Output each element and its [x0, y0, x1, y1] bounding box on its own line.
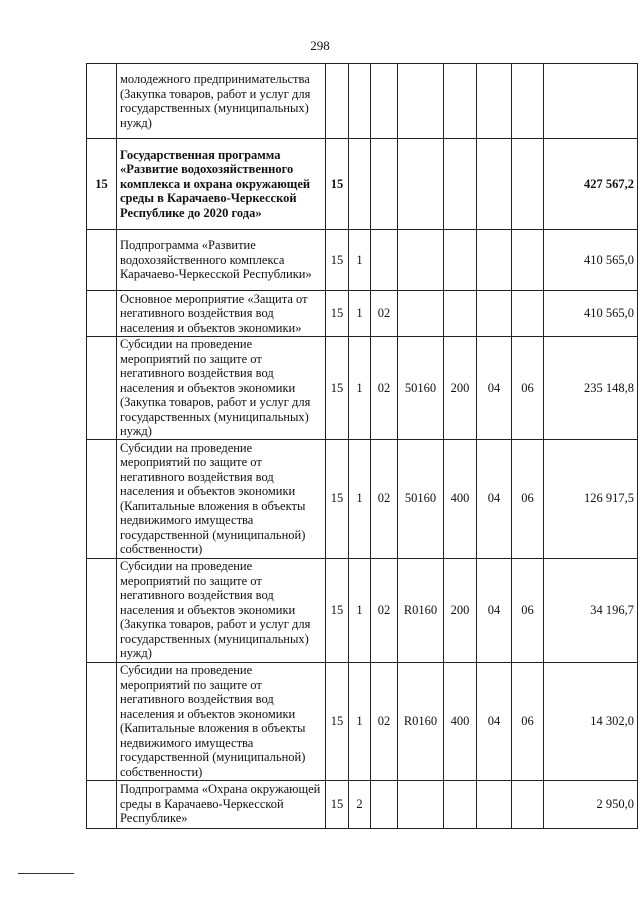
- main-activity-code: 02: [371, 662, 398, 780]
- amount: 427 567,2: [544, 139, 638, 230]
- direction-code: R0160: [398, 662, 444, 780]
- row-name: Субсидии на проведение мероприятий по защите от негативного воздействия вод населения и объектов экономики (Закупка товаров, работ и услуг для государственных (муниципальных) нужд): [117, 337, 326, 440]
- subprogram-code: 1: [349, 291, 371, 337]
- row-name: молодежного предпринимательства (Закупка товаров, работ и услуг для государственных (муниципальных) нужд): [117, 64, 326, 139]
- footer-divider: [18, 873, 74, 874]
- amount: 235 148,8: [544, 337, 638, 440]
- subsection-code: [512, 64, 544, 139]
- table-row: [87, 291, 638, 337]
- amount: 14 302,0: [544, 662, 638, 780]
- section-code: [477, 780, 512, 828]
- row-name: Субсидии на проведение мероприятий по защите от негативного воздействия вод населения и объектов экономики (Закупка товаров, работ и услуг для государственных (муниципальных) нужд): [117, 558, 326, 662]
- expense-type-code: [444, 230, 477, 291]
- program-code: 15: [326, 337, 349, 440]
- row-number: [87, 439, 117, 558]
- row-number: [87, 558, 117, 662]
- program-code: 15: [326, 780, 349, 828]
- section-code: [477, 291, 512, 337]
- row-name: Субсидии на проведение мероприятий по защите от негативного воздействия вод населения и объектов экономики (Капитальные вложения в объекты недвижимого имущества государственной (муниципальной) собственности): [117, 439, 326, 558]
- subsection-code: [512, 780, 544, 828]
- row-number: [87, 337, 117, 440]
- subsection-code: [512, 291, 544, 337]
- subprogram-code: 1: [349, 439, 371, 558]
- table-row: [87, 337, 638, 440]
- direction-code: [398, 139, 444, 230]
- subprogram-code: [349, 139, 371, 230]
- direction-code: [398, 230, 444, 291]
- direction-code: R0160: [398, 558, 444, 662]
- row-name: Основное мероприятие «Защита от негативного воздействия вод населения и объектов экономики»: [117, 291, 326, 337]
- table-row: [87, 780, 638, 828]
- main-activity-code: [371, 64, 398, 139]
- amount: 2 950,0: [544, 780, 638, 828]
- row-name: Субсидии на проведение мероприятий по защите от негативного воздействия вод населения и объектов экономики (Капитальные вложения в объекты недвижимого имущества государственной (муниципальной) собственности): [117, 662, 326, 780]
- table-row: [87, 439, 638, 558]
- expense-type-code: 200: [444, 558, 477, 662]
- expense-type-code: 400: [444, 662, 477, 780]
- budget-table: [86, 63, 638, 829]
- expense-type-code: 200: [444, 337, 477, 440]
- table-row: [87, 558, 638, 662]
- expense-type-code: [444, 64, 477, 139]
- expense-type-code: [444, 780, 477, 828]
- row-name: Государственная программа «Развитие водохозяйственного комплекса и охрана окружающей среды в Карачаево-Черкесской Республике до 2020 года»: [117, 139, 326, 230]
- amount: 410 565,0: [544, 291, 638, 337]
- direction-code: [398, 780, 444, 828]
- subprogram-code: 1: [349, 230, 371, 291]
- subsection-code: 06: [512, 662, 544, 780]
- program-code: 15: [326, 662, 349, 780]
- amount: 34 196,7: [544, 558, 638, 662]
- direction-code: [398, 64, 444, 139]
- main-activity-code: 02: [371, 558, 398, 662]
- table-row: [87, 64, 638, 139]
- expense-type-code: [444, 139, 477, 230]
- row-name: Подпрограмма «Охрана окружающей среды в Карачаево-Черкесской Республике»: [117, 780, 326, 828]
- section-code: [477, 139, 512, 230]
- row-name: Подпрограмма «Развитие водохозяйственного комплекса Карачаево-Черкесской Республики»: [117, 230, 326, 291]
- direction-code: [398, 291, 444, 337]
- subprogram-code: 1: [349, 337, 371, 440]
- expense-type-code: [444, 291, 477, 337]
- program-code: 15: [326, 139, 349, 230]
- subprogram-code: 1: [349, 558, 371, 662]
- subsection-code: [512, 139, 544, 230]
- amount: [544, 64, 638, 139]
- row-number: 15: [87, 139, 117, 230]
- table-row: [87, 662, 638, 780]
- main-activity-code: [371, 230, 398, 291]
- subprogram-code: 1: [349, 662, 371, 780]
- program-code: 15: [326, 291, 349, 337]
- main-activity-code: 02: [371, 439, 398, 558]
- subprogram-code: [349, 64, 371, 139]
- section-code: [477, 64, 512, 139]
- row-number: [87, 291, 117, 337]
- direction-code: 50160: [398, 337, 444, 440]
- program-code: 15: [326, 230, 349, 291]
- amount: 410 565,0: [544, 230, 638, 291]
- section-code: 04: [477, 439, 512, 558]
- row-number: [87, 780, 117, 828]
- subsection-code: [512, 230, 544, 291]
- subsection-code: 06: [512, 439, 544, 558]
- subsection-code: 06: [512, 337, 544, 440]
- section-code: 04: [477, 558, 512, 662]
- program-code: 15: [326, 439, 349, 558]
- row-number: [87, 230, 117, 291]
- subsection-code: 06: [512, 558, 544, 662]
- page-number: 298: [310, 38, 330, 53]
- main-activity-code: 02: [371, 291, 398, 337]
- expense-type-code: 400: [444, 439, 477, 558]
- subprogram-code: 2: [349, 780, 371, 828]
- program-code: 15: [326, 558, 349, 662]
- program-code: [326, 64, 349, 139]
- main-activity-code: [371, 139, 398, 230]
- table-row: [87, 139, 638, 230]
- main-activity-code: 02: [371, 337, 398, 440]
- section-code: [477, 230, 512, 291]
- row-number: [87, 662, 117, 780]
- direction-code: 50160: [398, 439, 444, 558]
- table-row: [87, 230, 638, 291]
- amount: 126 917,5: [544, 439, 638, 558]
- section-code: 04: [477, 662, 512, 780]
- main-activity-code: [371, 780, 398, 828]
- section-code: 04: [477, 337, 512, 440]
- row-number: [87, 64, 117, 139]
